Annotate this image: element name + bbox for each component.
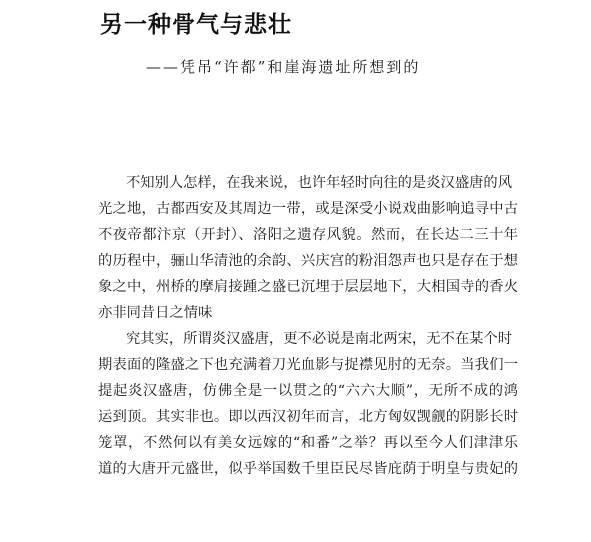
paragraph-line: 亦非同昔日之情味 (98, 305, 213, 321)
paragraph-line: 不夜帝都汴京（开封）、洛阳之遗存风貌。然而，在长达二三十年 (98, 227, 518, 243)
paragraph-line: 究其实，所谓炎汉盛唐，更不必说是南北两宋，无不在某个时 (126, 331, 513, 347)
paragraph-line: 运到顶。其实非也。即以西汉初年而言，北方匈奴觊觎的阴影长时 (98, 409, 518, 425)
paragraph-line: 期表面的隆盛之下也充满着刀光血影与捉襟见肘的无奈。当我们一 (98, 357, 518, 373)
paragraph-line: 不知别人怎样，在我来说，也许年轻时向往的是炎汉盛唐的风 (126, 175, 513, 191)
paragraph-line: 笼罩，不然何以有美女远嫁的“和番”之举？再以至今人们津津乐 (98, 435, 518, 451)
paragraph-line: 光之地，古都西安及其周边一带，或是深受小说戏曲影响追寻中古 (98, 201, 518, 217)
article-subtitle: ——凭吊“许都”和崖海遗址所想到的 (146, 58, 421, 76)
article-title: 另一种骨气与悲壮 (100, 11, 292, 38)
paragraph-line: 的历程中，骊山华清池的余韵、兴庆宫的粉泪怨声也只是存在于想 (98, 253, 518, 269)
article-body (98, 170, 518, 482)
paragraph-line: 道的大唐开元盛世，似乎举国数千里臣民尽皆庇荫于明皇与贵妃的 (98, 461, 518, 477)
paragraph-line: 提起炎汉盛唐，仿佛全是一以贯之的“六六大顺”，无所不成的鸿 (98, 383, 518, 399)
paragraph-line: 象之中，州桥的摩肩接踵之盛已沉埋于层层地下，大相国寺的香火 (98, 279, 518, 295)
